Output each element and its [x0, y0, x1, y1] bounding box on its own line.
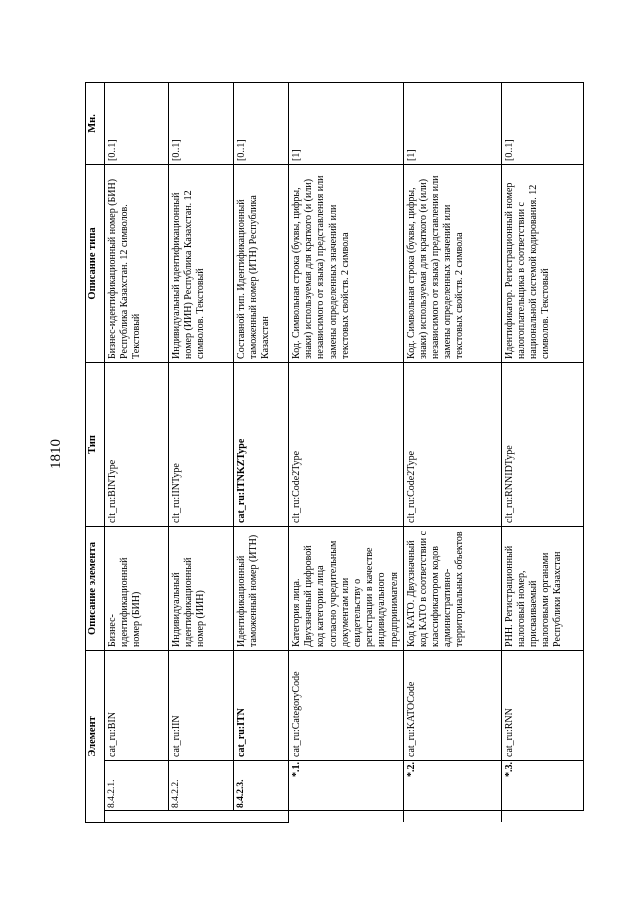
- row-number: 8.4.2.3.: [234, 761, 289, 811]
- element-name: cat_ru:BIN: [105, 650, 169, 760]
- element-name: cat_ru:ITN: [234, 650, 289, 760]
- element-name: cat_ru:CategoryCode: [289, 650, 404, 760]
- element-description: Идентификационный таможенный номер (ИТН): [234, 526, 289, 650]
- type-description: Код. Символьная строка (буквы, цифры, знаки) используемая для краткого (и (или) независимого от языка) представления или замены определенных значений или текстовых свойств. 2 символа: [289, 164, 404, 362]
- indent-cell: [234, 811, 289, 823]
- page-number: 1810: [48, 439, 64, 469]
- element-description: РНН. Регистрационный налоговый номер, присваиваемый налоговыми органами Республики Казахстан: [501, 526, 583, 650]
- header-type: Тип: [86, 362, 105, 526]
- header-element-description: Описание элемента: [86, 526, 105, 650]
- document-table-container: [85, 83, 564, 823]
- indent-cell: [105, 811, 169, 823]
- indent-cell: [289, 811, 404, 823]
- row-number: *.3.: [501, 761, 583, 811]
- indent-cell: [403, 811, 501, 823]
- row-number: 8.4.2.2.: [169, 761, 234, 811]
- element-name: cat_ru:KATOCode: [403, 650, 501, 760]
- type-name: cat_ru:ITNKZType: [234, 362, 289, 526]
- row-number: *.2.: [403, 761, 501, 811]
- table-row: [289, 82, 404, 822]
- element-description: Код КАТО. Двухзначный код КАТО в соответствии с классификатором кодов административно-территориальных объектов: [403, 526, 501, 650]
- element-name: cat_ru:IIN: [169, 650, 234, 760]
- table-row: [105, 82, 169, 822]
- indent-cell: [169, 811, 234, 823]
- multiplicity: [1]: [289, 82, 404, 164]
- table-row: [169, 82, 234, 822]
- element-description: Бизнес-идентификационный номер (БИН): [105, 526, 169, 650]
- type-description: Индивидуальный идентификационный номер (ИИН) Республика Казахстан. 12 символов. Текстовый: [169, 164, 234, 362]
- type-description: Идентификатор. Регистрационный номер налогоплательщика в соответствии с национальной системой кодирования. 12 символов. Текстовый: [501, 164, 583, 362]
- table-row: [501, 82, 583, 822]
- multiplicity: [0..1]: [501, 82, 583, 164]
- indent-cell: [501, 811, 583, 823]
- multiplicity: [0..1]: [105, 82, 169, 164]
- type-description: Код. Символьная строка (буквы, цифры, знаки) используемая для краткого (и (или) независимого от языка) представления или замены определенных значений или текстовых свойств. 2 символа: [403, 164, 501, 362]
- table-row: [403, 82, 501, 822]
- type-description: Бизнес-идентификационный номер (БИН) Республика Казахстан. 12 символов. Текстовый: [105, 164, 169, 362]
- element-table: [85, 82, 584, 823]
- type-name: clt_ru:Code2Type: [289, 362, 404, 526]
- multiplicity: [0..1]: [169, 82, 234, 164]
- header-multiplicity: Мн.: [86, 82, 105, 164]
- type-name: clt_ru:RNNIDType: [501, 362, 583, 526]
- row-number: *.1.: [289, 761, 404, 811]
- multiplicity: [0..1]: [234, 82, 289, 164]
- type-name: clt_ru:BINType: [105, 362, 169, 526]
- header-element: Элемент: [86, 650, 105, 822]
- element-description: Категория лица. Двухзначный цифровой код категории лица согласно учредительным документам или свидетельству о регистрации в качестве индивидуального предпринимателя: [289, 526, 404, 650]
- row-number: 8.4.2.1.: [105, 761, 169, 811]
- type-name: clt_ru:Code2Type: [403, 362, 501, 526]
- multiplicity: [1]: [403, 82, 501, 164]
- table-row: [234, 82, 289, 822]
- type-description: Составной тип. Идентификационный таможенный номер (ИТН) Республика Казахстан: [234, 164, 289, 362]
- element-name: cat_ru:RNN: [501, 650, 583, 760]
- table-header-row: [86, 82, 105, 822]
- header-type-description: Описание типа: [86, 164, 105, 362]
- type-name: clt_ru:IINType: [169, 362, 234, 526]
- element-description: Индивидуальный идентификационный номер (ИИН): [169, 526, 234, 650]
